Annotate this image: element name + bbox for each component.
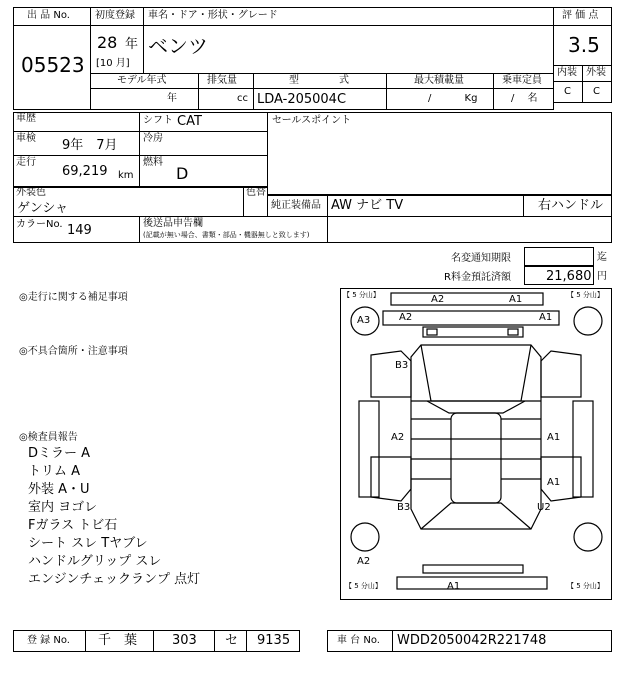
registration-label: 登 録 No. [27,635,70,646]
mark-front-top-a: A2 [431,294,445,305]
defects-label: ◎不具合箇所・注意事項 [19,346,128,357]
mark-right-door-rear: A1 [547,477,561,488]
first-reg-month: [10 月] [96,58,130,69]
car-name: ベンツ [148,34,208,58]
inspector-report-label: ◎検査員報告 [19,432,78,443]
displacement-unit: cc [237,93,248,104]
details-box [13,112,268,188]
mileage-value: 69,219 [62,164,108,179]
inspector-line: Fガラス トビ石 [28,518,118,533]
exterior-grade: C [593,86,600,97]
rating-score: 3.5 [568,33,600,57]
color-no-value: 149 [67,223,92,238]
registration-number: 9135 [257,633,291,648]
ac-label: 冷房 [143,133,163,144]
mark-rear-bumper: A1 [447,581,461,592]
mark-wheel-fl: A3 [357,315,371,326]
mileage-unit: km [118,170,134,181]
shift-label: シフト [143,115,173,126]
first-reg-year: 28 [97,33,118,52]
registration-kana: セ [225,633,239,648]
mark-wheel-rl: A2 [357,556,371,567]
model-label: 型 式 [289,75,349,86]
mileage-label: 走行 [16,157,36,168]
mark-right-door-front: A1 [547,432,561,443]
interior-label: 内装 [557,67,577,78]
car-outline [341,289,611,599]
model-year-unit: 年 [167,93,177,104]
tire-tread-tr: 【 5 分山】 [567,291,604,299]
color-change-label: 色替 [246,187,266,198]
inspector-line: エンジンチェックランプ 点灯 [28,572,201,587]
handle-value: 右ハンドル [538,198,604,213]
year-unit: 年 [125,37,139,52]
capacity-label: 乗車定員 [502,75,542,86]
displacement-label: 排気量 [207,75,237,86]
mark-fender-rr: U2 [537,502,551,513]
later-items-note: (記載が無い場合、書類・部品・機器無しと致します) [143,231,310,239]
name-change-field [524,247,594,266]
recycle-label: R料金預託済額 [444,272,511,283]
inspector-line: シート スレ Tヤブレ [28,536,148,551]
lot-label: 出 品 No. [27,10,70,21]
first-reg-label: 初度登録 [95,10,135,21]
model-year-label: モデル年式 [117,75,167,86]
inspector-line: Dミラー A [28,446,91,461]
name-change-label: 名変通知期限 [451,253,511,264]
chassis-label: 車 台 No. [337,635,380,646]
mark-fender-rl: B3 [397,502,411,513]
inspector-line: トリム A [28,464,81,479]
mark-front-top-b: A1 [509,294,523,305]
exterior-color-label: 外装色 [16,187,46,198]
history-label: 車歴 [16,113,36,124]
mark-front-bumper-a: A2 [399,312,413,323]
inspector-line: 室内 ヨゴレ [28,500,98,515]
mark-front-bumper-b: A1 [539,312,553,323]
mark-left-door: A2 [391,432,405,443]
recycle-unit: 円 [597,271,607,282]
lot-number: 05523 [21,53,85,77]
fuel-label: 燃料 [143,157,163,168]
inspector-line: ハンドルグリップ スレ [28,554,162,569]
rating-label: 評 価 点 [562,10,599,21]
recycle-value: 21,680 [546,269,592,284]
tire-tread-tl: 【 5 分山】 [343,291,380,299]
tire-tread-br: 【 5 分山】 [567,582,604,590]
mark-fender-fl: B3 [395,360,409,371]
later-items-label: 後送品申告欄 [143,218,203,229]
car-diagram [340,288,612,600]
fuel-value: D [176,164,189,183]
exterior-label: 外装 [586,67,606,78]
color-no-label: カラーNo. [16,219,63,230]
driving-notes-label: ◎走行に関する補足事項 [19,292,128,303]
tire-tread-bl: 【 5 分山】 [345,582,382,590]
model-code: LDA-205004C [257,92,347,107]
inspection-label: 車検 [16,133,36,144]
name-change-unit: 迄 [597,252,607,263]
max-load-value: / Kg [428,93,478,104]
inspector-line: 外装 A・U [28,482,90,497]
chassis-number: WDD2050042R221748 [397,633,547,648]
equipment-label: 純正装備品 [271,200,321,211]
color-no-box [13,216,612,243]
equipment-value: AW ナビ TV [331,198,404,213]
exterior-color-value: ゲンシャ [17,201,69,216]
sales-points-label: セールスポイント [272,115,352,126]
car-name-label: 車名・ドア・形状・グレード [148,10,278,21]
registration-class: 303 [172,633,197,648]
max-load-label: 最大積載量 [414,75,464,86]
capacity-value: / 名 [511,93,538,104]
inspection-value: 9年 7月 [62,138,118,153]
interior-grade: C [564,86,571,97]
registration-area: 千 葉 [98,633,138,648]
shift-value: CAT [177,114,202,129]
